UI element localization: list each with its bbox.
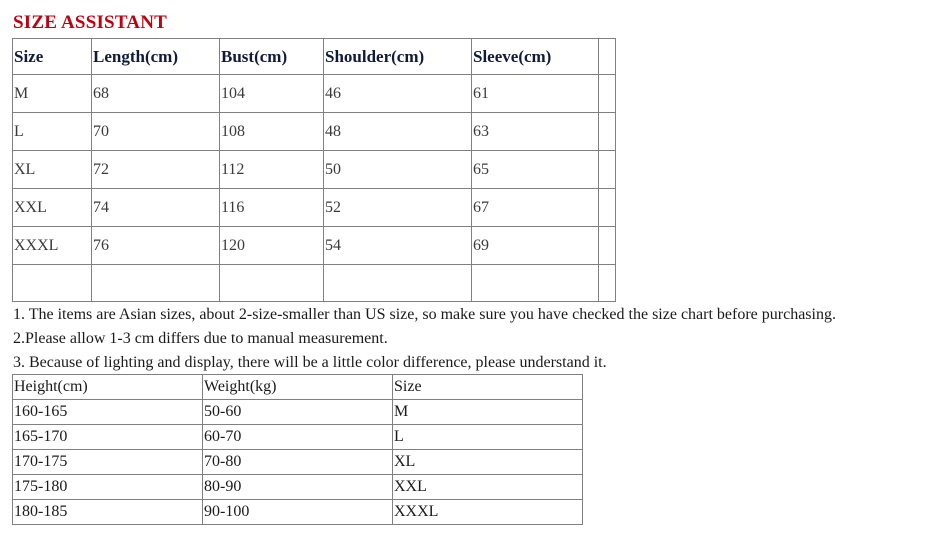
height-cell: 180-185 (13, 500, 203, 525)
table-row (13, 151, 616, 189)
note-color-difference: 3. Because of lighting and display, there will be a little color difference, please understand it. (13, 354, 607, 371)
height-cell: 165-170 (13, 425, 203, 450)
shoulder-cell: 54 (324, 227, 472, 265)
blank-cell (599, 151, 616, 189)
table-row (13, 227, 616, 265)
weight-cell: 50-60 (203, 400, 393, 425)
size-chart-table (12, 38, 616, 302)
bust-cell: 112 (220, 151, 324, 189)
table-row (13, 400, 583, 425)
blank-cell (599, 189, 616, 227)
length-cell: 68 (92, 75, 220, 113)
size-cell: M (13, 75, 92, 113)
blank-cell (599, 75, 616, 113)
shoulder-cell: 50 (324, 151, 472, 189)
table-row (13, 425, 583, 450)
bust-cell: 104 (220, 75, 324, 113)
size-cell: XXXL (393, 500, 583, 525)
length-cell: 70 (92, 113, 220, 151)
size-cell: XXL (13, 189, 92, 227)
notes-block (13, 303, 836, 375)
table-row (13, 113, 616, 151)
height-cell: 170-175 (13, 450, 203, 475)
size-cell: L (13, 113, 92, 151)
table-row (13, 265, 616, 302)
height-cell: 160-165 (13, 400, 203, 425)
sleeve-cell: 61 (472, 75, 599, 113)
blank-column-header (599, 39, 616, 75)
bust-cell: 116 (220, 189, 324, 227)
height-cell: 175-180 (13, 475, 203, 500)
note-asian-sizes: 1. The items are Asian sizes, about 2-size-smaller than US size, so make sure you have checked the size chart before purchasing. (13, 306, 836, 323)
size-cell: XL (13, 151, 92, 189)
shoulder-column-header: Shoulder(cm) (324, 39, 472, 75)
weight-cell: 60-70 (203, 425, 393, 450)
blank-cell (599, 113, 616, 151)
bust-cell: 108 (220, 113, 324, 151)
shoulder-cell: 48 (324, 113, 472, 151)
sleeve-cell: 67 (472, 189, 599, 227)
shoulder-cell: 52 (324, 189, 472, 227)
height-weight-header-row (13, 375, 583, 400)
size-cell: XXL (393, 475, 583, 500)
weight-cell: 70-80 (203, 450, 393, 475)
sleeve-cell: 69 (472, 227, 599, 265)
size-cell: L (393, 425, 583, 450)
shoulder-cell (324, 265, 472, 302)
table-row (13, 475, 583, 500)
table-row (13, 189, 616, 227)
table-row (13, 75, 616, 113)
table-row (13, 500, 583, 525)
height-column-header: Height(cm) (13, 375, 203, 400)
length-column-header: Length(cm) (92, 39, 220, 75)
table-row (13, 450, 583, 475)
page-title: SIZE ASSISTANT (13, 12, 168, 33)
blank-cell (599, 265, 616, 302)
length-cell: 76 (92, 227, 220, 265)
weight-cell: 80-90 (203, 475, 393, 500)
length-cell (92, 265, 220, 302)
size-cell: XXXL (13, 227, 92, 265)
weight-cell: 90-100 (203, 500, 393, 525)
sleeve-cell: 65 (472, 151, 599, 189)
size-cell: M (393, 400, 583, 425)
blank-cell (599, 227, 616, 265)
sleeve-column-header: Sleeve(cm) (472, 39, 599, 75)
size-column-header: Size (13, 39, 92, 75)
note-measurement: 2.Please allow 1-3 cm differs due to manual measurement. (13, 330, 388, 347)
length-cell: 72 (92, 151, 220, 189)
bust-column-header: Bust(cm) (220, 39, 324, 75)
height-weight-table (12, 374, 583, 525)
length-cell: 74 (92, 189, 220, 227)
shoulder-cell: 46 (324, 75, 472, 113)
sleeve-cell (472, 265, 599, 302)
size-column-header: Size (393, 375, 583, 400)
weight-column-header: Weight(kg) (203, 375, 393, 400)
size-cell (13, 265, 92, 302)
bust-cell (220, 265, 324, 302)
sleeve-cell: 63 (472, 113, 599, 151)
bust-cell: 120 (220, 227, 324, 265)
size-cell: XL (393, 450, 583, 475)
size-chart-header-row (13, 39, 616, 75)
